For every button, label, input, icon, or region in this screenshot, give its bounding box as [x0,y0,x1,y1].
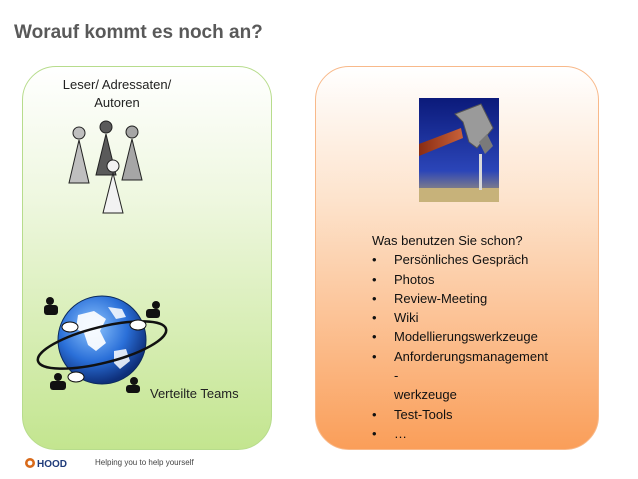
tools-question: Was benutzen Sie schon? [372,233,523,248]
list-item-text: Test-Tools [394,406,453,422]
list-item-text: Wiki [394,310,419,326]
list-item [372,424,592,443]
list-item-text: Review-Meeting [394,290,488,306]
people-icon [66,118,146,218]
list-item [372,405,592,424]
readers-label [62,76,172,112]
slide-title: Worauf kommt es noch an? [14,22,263,43]
list-item [372,270,592,289]
list-item [372,327,592,346]
hood-logo-text: HOOD [37,459,67,470]
list-item-text: Photos [394,271,435,287]
hammer-photo [419,98,499,202]
person-left-icon [69,127,89,183]
list-item [372,308,592,327]
list-item [372,250,592,269]
readers-label-line1: Leser/ Adressaten/ [62,77,172,92]
hood-logo [25,455,67,471]
list-item [372,347,592,405]
list-item-text: … [394,425,407,441]
teams-label: Verteilte Teams [150,386,239,401]
list-item-text: Anforderungsmanagement - werkzeuge [394,348,548,403]
bullet: • [372,252,377,268]
bullet: • [372,290,377,306]
tools-list [372,231,592,443]
bullet: • [372,310,377,326]
globe-with-people-icon [30,285,170,400]
bullet: • [372,406,377,422]
readers-label-line2: Autoren [94,95,140,110]
bullet: • [372,425,377,441]
list-item-text: Modellierungswerkzeuge [394,329,538,345]
footer-tagline: Helping you to help yourself [95,458,194,467]
list-item [372,289,592,308]
person-right-icon [122,126,142,180]
bullet: • [372,348,377,364]
list-item-text: Persönliches Gespräch [394,252,529,268]
hood-logo-icon [25,456,67,470]
bullet: • [372,271,377,287]
bullet: • [372,329,377,345]
